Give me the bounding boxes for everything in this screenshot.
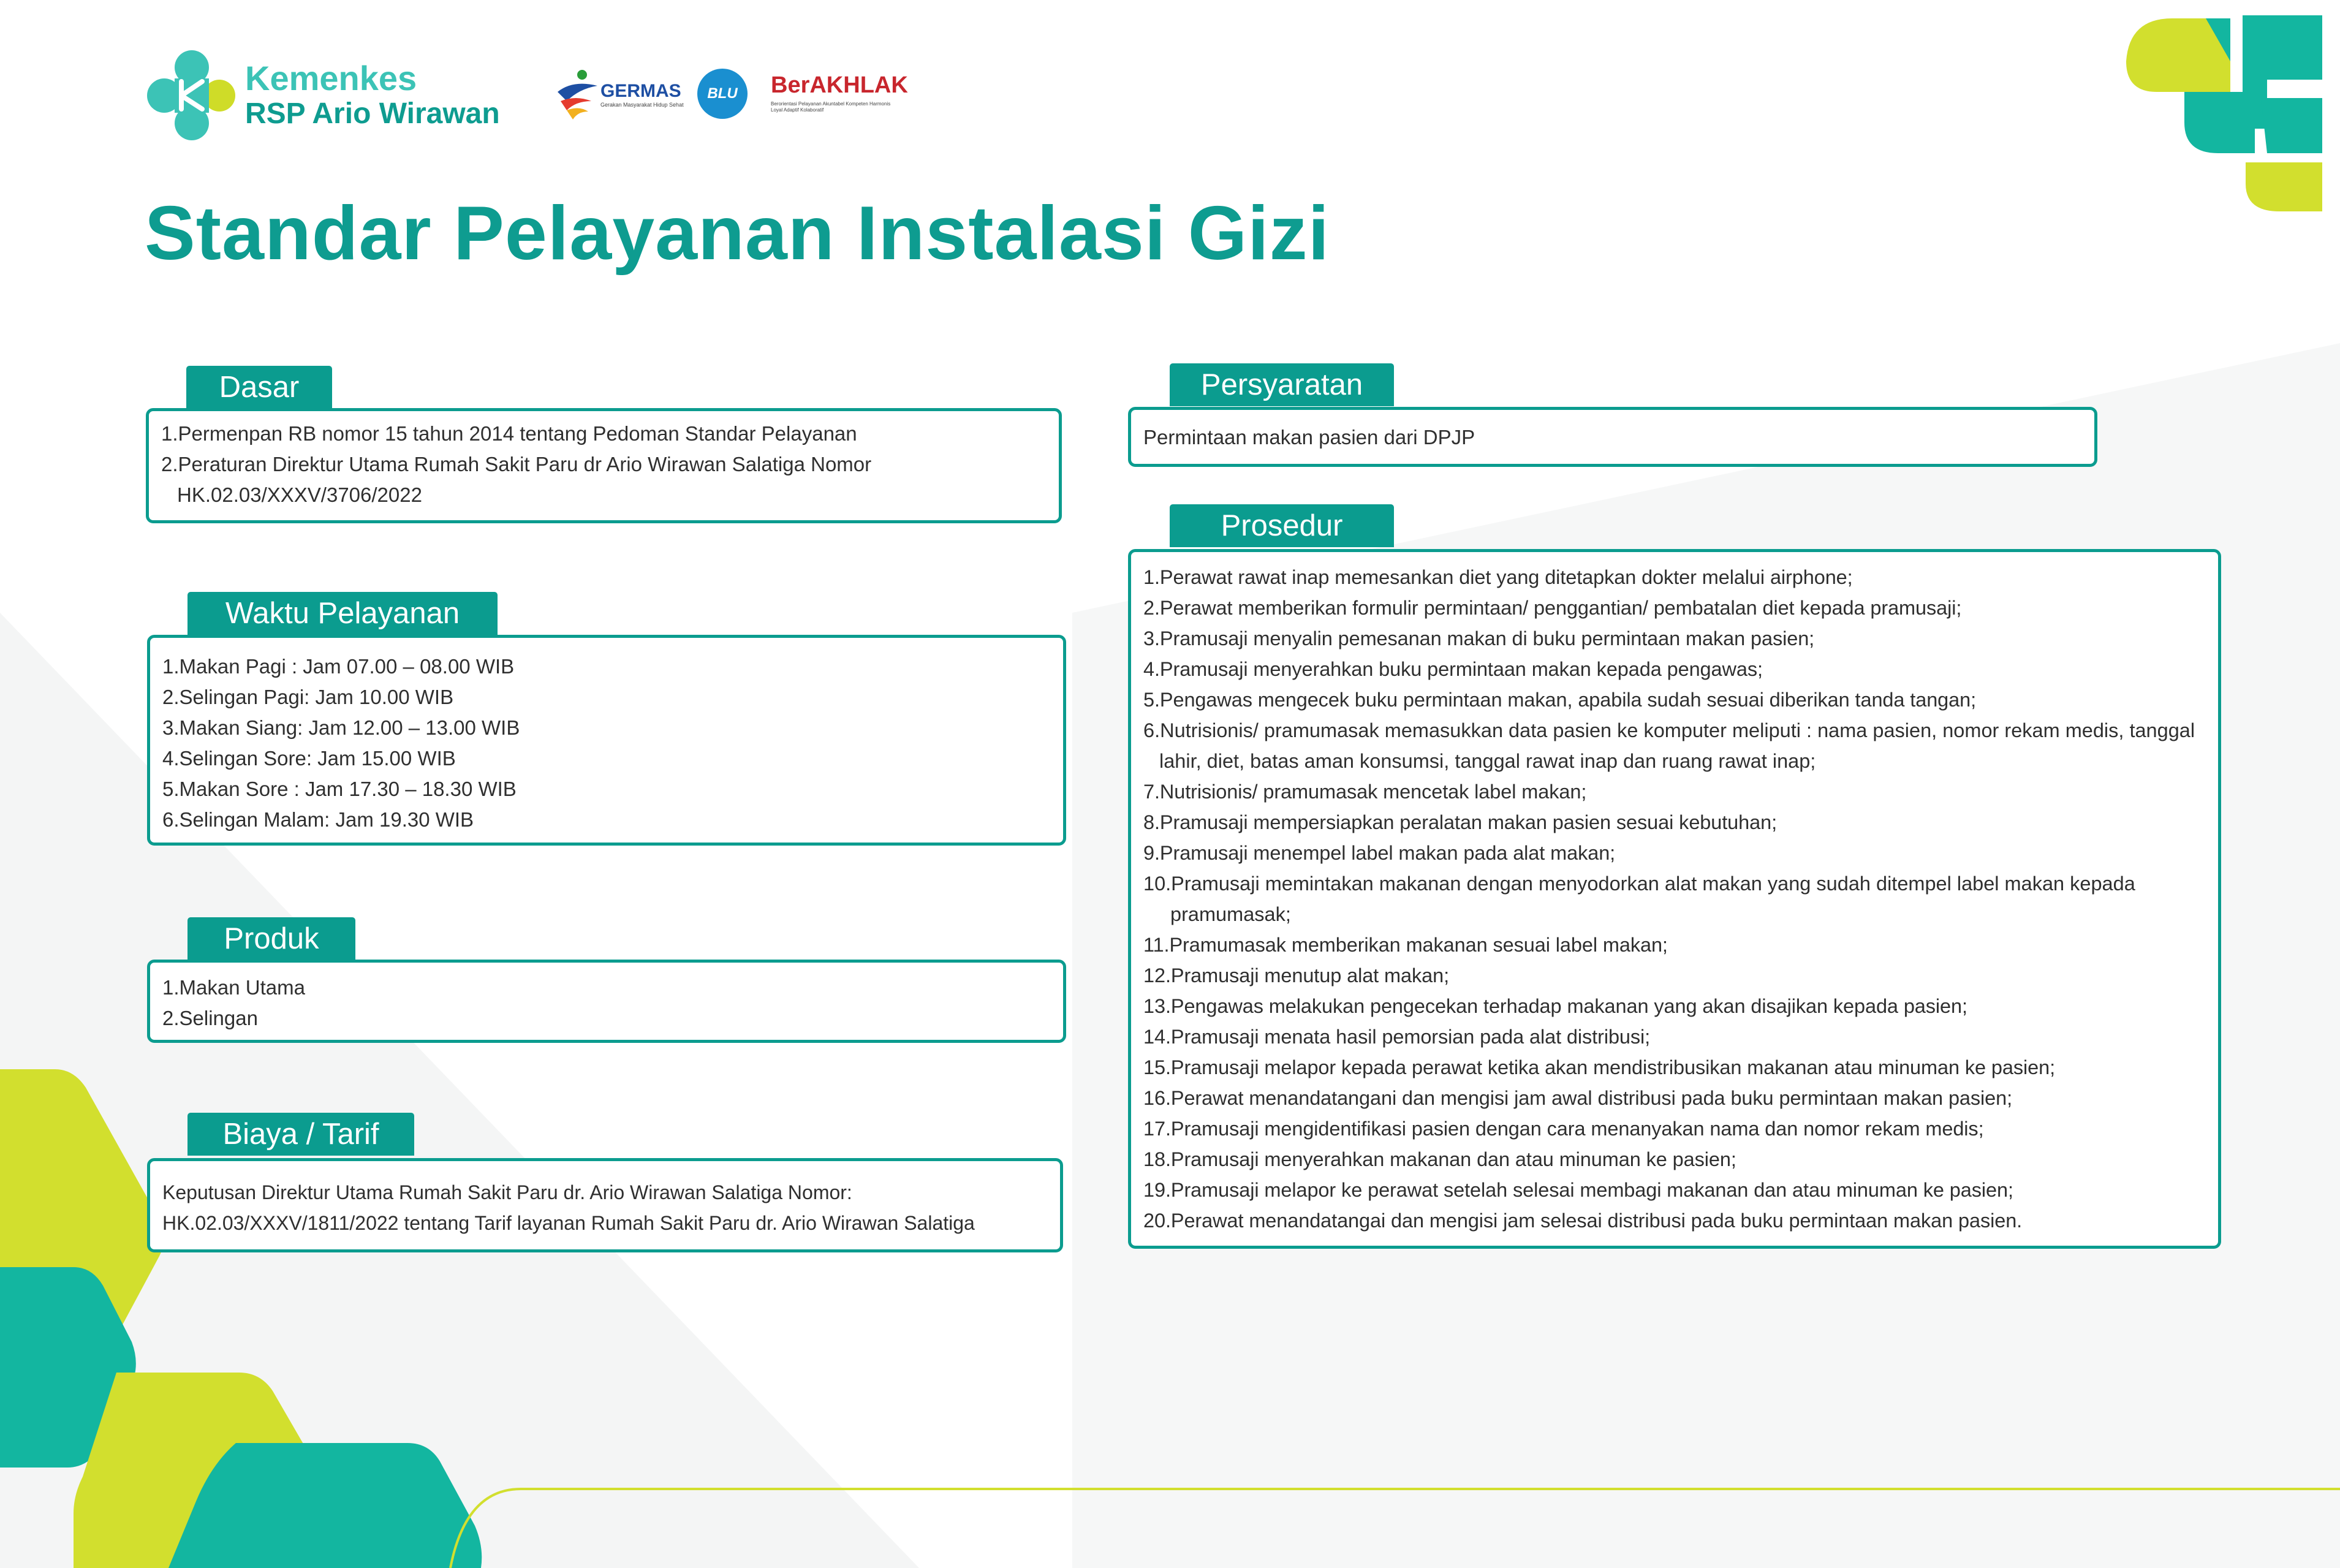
section-tab-waktu-pelayanan: Waktu Pelayanan	[187, 592, 498, 635]
berakhlak-logo-text: BerAKHLAK	[771, 72, 908, 98]
waktu-item: 1.Makan Pagi : Jam 07.00 – 08.00 WIB	[162, 655, 515, 678]
prosedur-item: 19.Pramusaji melapor ke perawat setelah selesai membagi makanan dan atau minuman ke pasien;	[1143, 1179, 2013, 1201]
prosedur-item: 17.Pramusaji mengidentifikasi pasien dengan cara menanyakan nama dan nomor rekam medis;	[1143, 1118, 1984, 1140]
prosedur-item: 13.Pengawas melakukan pengecekan terhadap makanan yang akan disajikan kepada pasien;	[1143, 995, 1967, 1017]
section-tab-produk: Produk	[187, 917, 355, 960]
waktu-item: 5.Makan Sore : Jam 17.30 – 18.30 WIB	[162, 778, 517, 800]
germas-logo-icon	[555, 67, 600, 123]
germas-logo-text: GERMAS	[600, 81, 681, 101]
dasar-item: 1.Permenpan RB nomor 15 tahun 2014 tentang Pedoman Standar Pelayanan	[161, 422, 857, 445]
prosedur-item: 10.Pramusaji memintakan makanan dengan menyodorkan alat makan yang sudah ditempel label makan kepada pramumasak;	[1143, 873, 2135, 925]
section-tab-persyaratan: Persyaratan	[1170, 363, 1394, 406]
waktu-item: 3.Makan Siang: Jam 12.00 – 13.00 WIB	[162, 716, 520, 739]
prosedur-item: 9.Pramusaji menempel label makan pada alat makan;	[1143, 842, 1616, 864]
prosedur-item: 1.Perawat rawat inap memesankan diet yang ditetapkan dokter melalui airphone;	[1143, 566, 1853, 588]
brand-name-line1: Kemenkes	[245, 59, 417, 97]
section-tab-prosedur: Prosedur	[1170, 504, 1394, 547]
deco-teal-mid	[2184, 92, 2255, 153]
brand-name-line2: RSP Ario Wirawan	[245, 97, 500, 130]
berakhlak-logo-subtext: Berorientasi Pelayanan Akuntabel Kompeten Harmonis Loyal Adaptif Kolaboratif	[771, 101, 891, 113]
prosedur-item: 15.Pramusaji melapor kepada perawat ketika akan mendistribusikan makanan atau minuman ke pasien;	[1143, 1056, 2056, 1078]
prosedur-item: 12.Pramusaji menutup alat makan;	[1143, 964, 1450, 987]
prosedur-item: 4.Pramusaji menyerahkan buku permintaan makan kepada pengawas;	[1143, 658, 1763, 680]
biaya-item: HK.02.03/XXXV/1811/2022 tentang Tarif layanan Rumah Sakit Paru dr. Ario Wirawan Salatiga	[162, 1212, 975, 1234]
section-panel-waktu-pelayanan	[147, 635, 1066, 846]
section-panel-produk	[147, 960, 1066, 1043]
section-panel-biaya-tarif	[147, 1158, 1063, 1252]
prosedur-item: 7.Nutrisionis/ pramumasak mencetak label makan;	[1143, 781, 1587, 803]
section-tab-biaya-tarif: Biaya / Tarif	[187, 1113, 414, 1156]
prosedur-item: 6.Nutrisionis/ pramumasak memasukkan data pasien ke komputer meliputi : nama pasien, nomor rekam medis, tanggal lahir, diet, batas aman konsumsi, tanggal rawat inap dan ruang rawat inap;	[1143, 719, 2195, 772]
prosedur-item: 18.Pramusaji menyerahkan makanan dan atau minuman ke pasien;	[1143, 1148, 1736, 1170]
waktu-item: 4.Selingan Sore: Jam 15.00 WIB	[162, 747, 456, 770]
germas-logo-subtext: Gerakan Masyarakat Hidup Sehat	[600, 102, 684, 108]
section-tab-dasar: Dasar	[186, 366, 332, 409]
deco-teal-right	[2261, 98, 2322, 153]
waktu-item: 6.Selingan Malam: Jam 19.30 WIB	[162, 808, 474, 831]
prosedur-item: 2.Perawat memberikan formulir permintaan/ penggantian/ pembatalan diet kepada pramusaji;	[1143, 597, 1962, 619]
produk-item: 2.Selingan	[162, 1007, 258, 1029]
prosedur-item: 14.Pramusaji menata hasil pemorsian pada alat distribusi;	[1143, 1026, 1651, 1048]
prosedur-item: 5.Pengawas mengecek buku permintaan makan, apabila sudah sesuai diberikan tanda tangan;	[1143, 689, 1977, 711]
persyaratan-item: Permintaan makan pasien dari DPJP	[1143, 426, 1475, 449]
kemenkes-logo-icon	[146, 48, 250, 143]
prosedur-item: 8.Pramusaji mempersiapkan peralatan makan pasien sesuai kebutuhan;	[1143, 811, 1778, 833]
biaya-item: Keputusan Direktur Utama Rumah Sakit Paru dr. Ario Wirawan Salatiga Nomor:	[162, 1181, 852, 1203]
section-panel-persyaratan	[1128, 407, 2097, 467]
produk-item: 1.Makan Utama	[162, 976, 305, 999]
section-panel-dasar	[146, 408, 1062, 523]
prosedur-item: 16.Perawat menandatangani dan mengisi jam awal distribusi pada buku permintaan makan pasien;	[1143, 1087, 2013, 1109]
blu-logo-icon: BLU	[697, 69, 748, 119]
section-panel-prosedur	[1128, 549, 2221, 1249]
prosedur-item: 3.Pramusaji menyalin pemesanan makan di buku permintaan makan pasien;	[1143, 627, 1815, 650]
waktu-item: 2.Selingan Pagi: Jam 10.00 WIB	[162, 686, 454, 708]
dasar-item: 2.Peraturan Direktur Utama Rumah Sakit Paru dr Ario Wirawan Salatiga Nomor HK.02.03/XXXV/3706/2022	[161, 453, 872, 506]
prosedur-item: 11.Pramumasak memberikan makanan sesuai label makan;	[1143, 934, 1668, 956]
page-title: Standar Pelayanan Instalasi Gizi	[145, 191, 1330, 276]
prosedur-item: 20.Perawat menandatangai dan mengisi jam selesai distribusi pada buku permintaan makan pasien.	[1143, 1210, 2023, 1232]
deco-lime-bottom	[2246, 162, 2322, 211]
